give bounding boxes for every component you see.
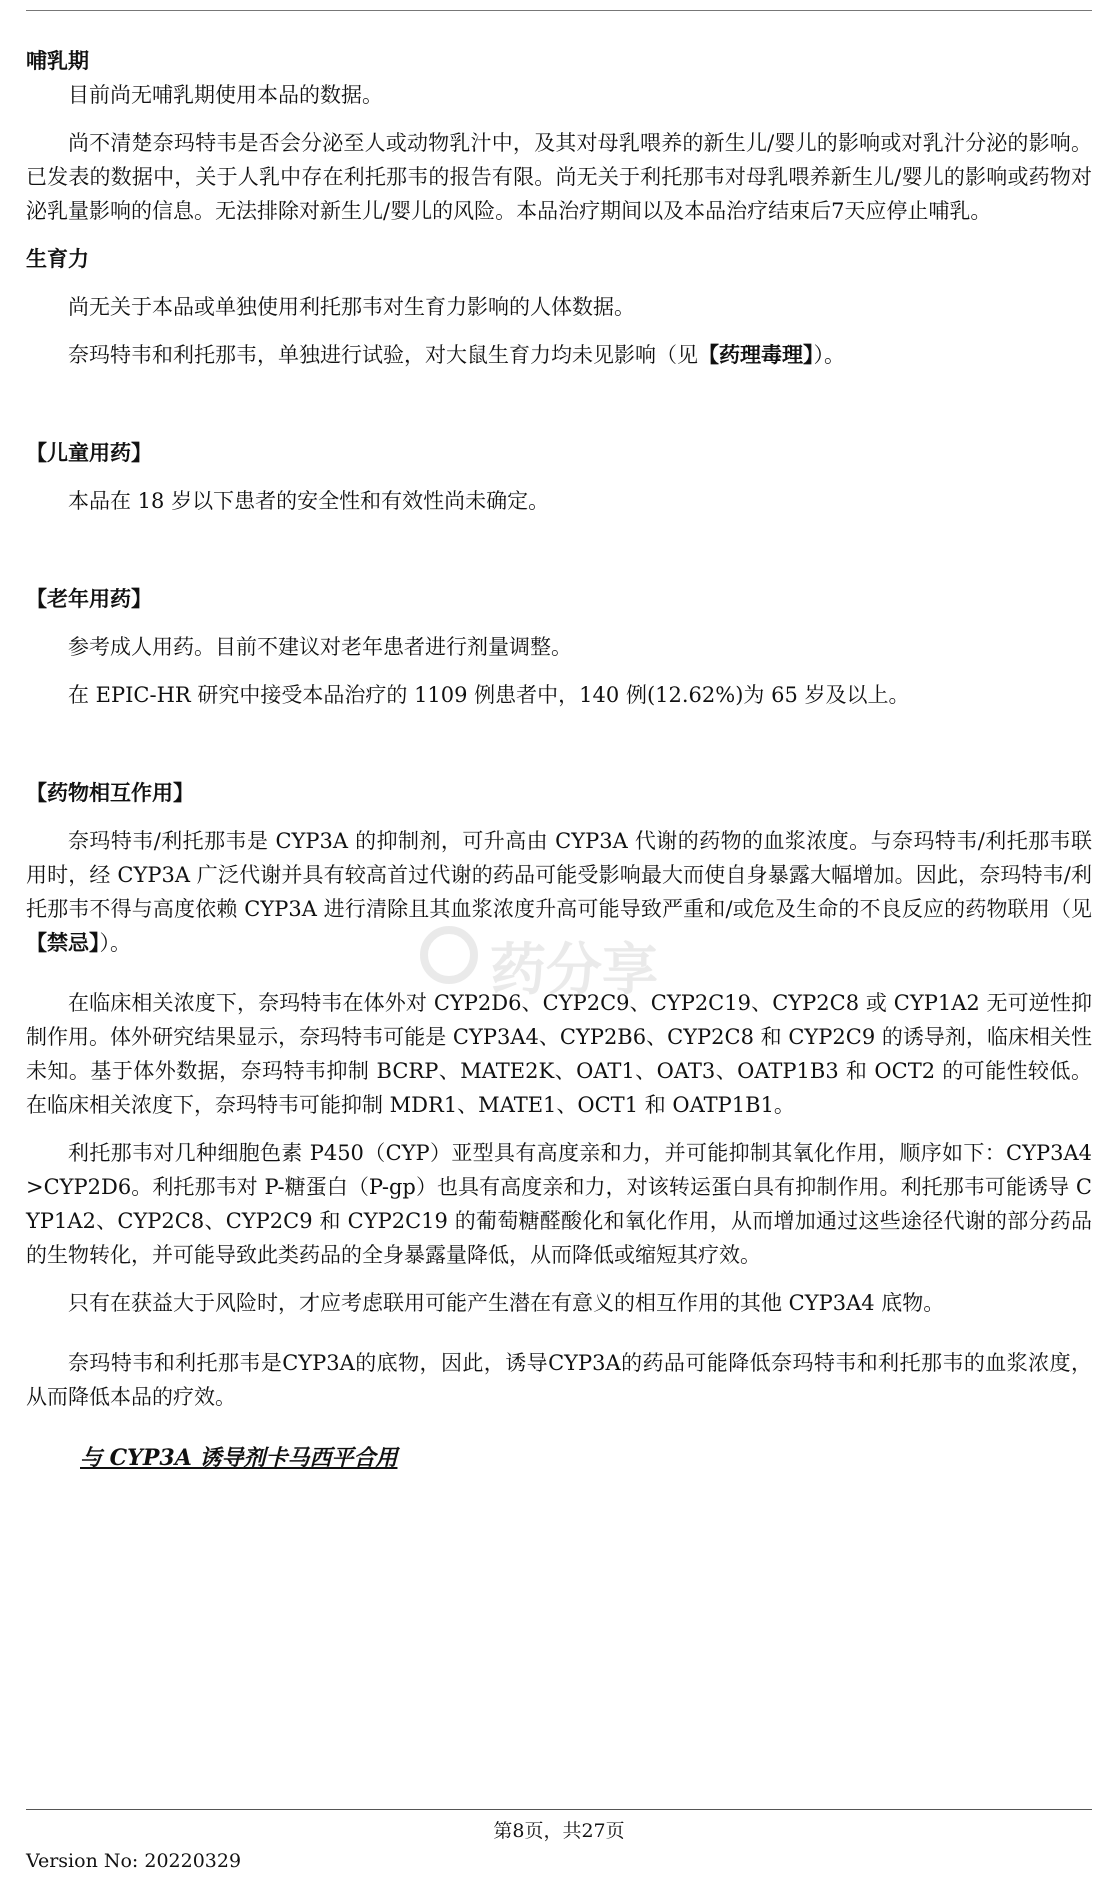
section-heading-geriatric: 【老年用药】 — [26, 587, 152, 611]
subheading-cyp3a-inducer-carbamazepine: 与 CYP3A 诱导剂卡马西平合用 — [80, 1445, 398, 1471]
interactions-paragraph-1 — [26, 824, 1092, 960]
lactation-paragraph-2: 尚不清楚奈玛特韦是否会分泌至人或动物乳汁中，及其对母乳喂养的新生儿/婴儿的影响或对乳汁分泌的影响。已发表的数据中，关于人乳中存在利托那韦的报告有限。尚无关于利托那韦对母乳喂养新生儿/婴儿的影响或药物对泌乳量影响的信息。无法排除对新生儿/婴儿的风险。本品治疗期间以及本品治疗结束后7天应停止哺乳。 — [26, 131, 1092, 223]
fertility-paragraph-2 — [26, 338, 1092, 372]
page-number: 第8页，共27页 — [493, 1820, 625, 1842]
fertility-text: 奈玛特韦和利托那韦，单独进行试验，对大鼠生育力均未见影响（见 — [68, 343, 698, 367]
interactions-paragraph-4: 只有在获益大于风险时，才应考虑联用可能产生潜在有意义的相互作用的其他 CYP3A4 底物。 — [68, 1291, 945, 1315]
fertility-paragraph-1: 尚无关于本品或单独使用利托那韦对生育力影响的人体数据。 — [68, 295, 635, 319]
fertility-text-end: ）。 — [813, 343, 845, 367]
pediatric-paragraph: 本品在 18 岁以下患者的安全性和有效性尚未确定。 — [68, 489, 550, 513]
contraindications-reference: 【禁忌】 — [26, 931, 100, 955]
section-heading-lactation: 哺乳期 — [26, 49, 89, 73]
interactions-text: 奈玛特韦/利托那韦是 CYP3A 的抑制剂，可升高由 CYP3A 代谢的药物的血浆浓度。与奈玛特韦/利托那韦联用时，经 CYP3A 广泛代谢并具有较高首过代谢的药品可能受影响最大而使自身暴露大幅增加。因此，奈玛特韦/利托那韦不得与高度依赖 CYP3A 进行清除且其血浆浓度升高可能导致严重和/或危及生命的不良反应的药物联用（见 — [26, 829, 1092, 921]
watermark-text: 药分享 — [490, 938, 658, 1003]
document-page — [26, 44, 1092, 1476]
version-number: Version No: 20220329 — [26, 1850, 242, 1872]
footer-divider — [26, 1809, 1092, 1810]
interactions-paragraph-3: 利托那韦对几种细胞色素 P450（CYP）亚型具有高度亲和力，并可能抑制其氧化作用，顺序如下：CYP3A4>CYP2D6。利托那韦对 P-糖蛋白（P-gp）也具有高度亲和力，对该转运蛋白具有抑制作用。利托那韦可能诱导 CYP1A2、CYP2C8、CYP2C9 和 CYP2C19 的葡萄糖醛酸化和氧化作用，从而增加通过这些途径代谢的部分药品的生物转化，并可能导致此类药品的全身暴露量降低，从而降低或缩短其疗效。 — [26, 1141, 1092, 1267]
interactions-paragraph-5: 奈玛特韦和利托那韦是CYP3A的底物，因此，诱导CYP3A的药品可能降低奈玛特韦和利托那韦的血浆浓度，从而降低本品的疗效。 — [26, 1351, 1092, 1409]
geriatric-paragraph-1: 参考成人用药。目前不建议对老年患者进行剂量调整。 — [68, 635, 572, 659]
section-heading-pediatric: 【儿童用药】 — [26, 441, 152, 465]
interactions-paragraph-2: 在临床相关浓度下，奈玛特韦在体外对 CYP2D6、CYP2C9、CYP2C19、CYP2C8 或 CYP1A2 无可逆性抑制作用。体外研究结果显示，奈玛特韦可能是 CYP3A4、CYP2B6、CYP2C8 和 CYP2C9 的诱导剂，临床相关性未知。基于体外数据，奈玛特韦抑制 BCRP、MATE2K、OAT1、OAT3、OATP1B3 和 OCT2 的可能性较低。在临床相关浓度下，奈玛特韦可能抑制 MDR1、MATE1、OCT1 和 OATP1B1。 — [26, 991, 1092, 1117]
interactions-text-end: ）。 — [99, 931, 131, 955]
section-heading-interactions: 【药物相互作用】 — [26, 781, 194, 805]
top-divider — [26, 10, 1092, 11]
pharmacology-toxicology-reference: 【药理毒理】 — [698, 343, 814, 367]
lactation-paragraph-1: 目前尚无哺乳期使用本品的数据。 — [68, 83, 383, 107]
section-heading-fertility: 生育力 — [26, 247, 89, 271]
geriatric-paragraph-2: 在 EPIC-HR 研究中接受本品治疗的 1109 例患者中，140 例(12.62%)为 65 岁及以上。 — [68, 683, 910, 707]
